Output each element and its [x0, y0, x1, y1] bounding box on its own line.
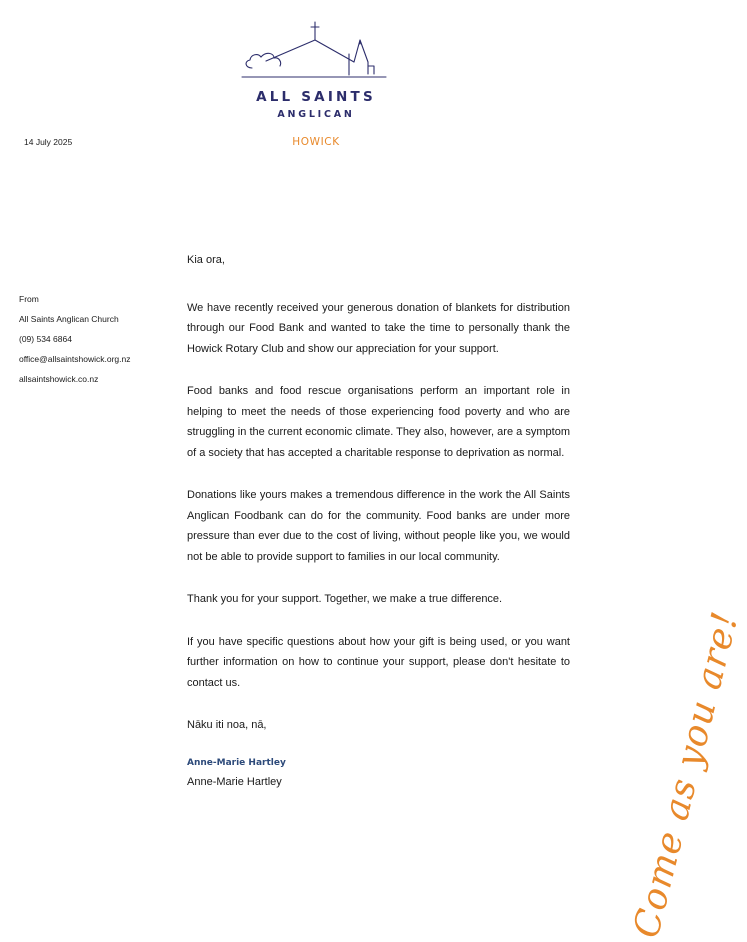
org-name: ALL SAINTS — [256, 89, 376, 105]
letter-date: 14 July 2025 — [24, 137, 73, 147]
letter-paragraph: If you have specific questions about how your gift is being used, or you want further information on how to continue your support, please don't hesitate to contact us. — [187, 635, 570, 689]
sender-details — [19, 292, 130, 392]
letter-closing: Nāku iti noa, nā, — [187, 719, 267, 731]
letter-paragraph: We have recently received your generous donation of blankets for distribution through our Food Bank and wanted to take the time to personally thank the Howick Rotary Club and show our appreciation for your support. — [187, 301, 570, 355]
org-location: HOWICK — [292, 136, 340, 148]
letter-paragraph: Food banks and food rescue organisations perform an important role in helping to meet the needs of those experiencing food poverty and who are struggling in the current economic climate. They also, however, are a symptom of a society that has accepted a charitable response to deprivation as normal. — [187, 385, 570, 459]
slogan: Come as you are! — [626, 607, 747, 942]
sender-church: All Saints Anglican Church — [19, 314, 119, 324]
letter-body — [187, 250, 570, 788]
org-subtitle: ANGLICAN — [277, 109, 355, 120]
signer-name: Anne-Marie Hartley — [187, 775, 282, 788]
church-logo-icon — [236, 18, 396, 82]
sender-phone: (09) 534 6864 — [19, 334, 72, 344]
from-label: From — [19, 294, 39, 304]
letter-greeting: Kia ora, — [187, 254, 225, 266]
letter-paragraph: Donations like yours makes a tremendous difference in the work the All Saints Anglican Foodbank can do for the community. Food banks are under more pressure than ever due to the cost of living, without people like you, we would not be able to provide support to families in our local community. — [187, 489, 570, 563]
letter-paragraph: Thank you for your support. Together, we make a true difference. — [187, 593, 503, 605]
sender-website: allsaintshowick.co.nz — [19, 374, 99, 384]
sender-email: office@allsaintshowick.org.nz — [19, 354, 131, 364]
signature: Anne-Marie Hartley — [187, 757, 286, 768]
